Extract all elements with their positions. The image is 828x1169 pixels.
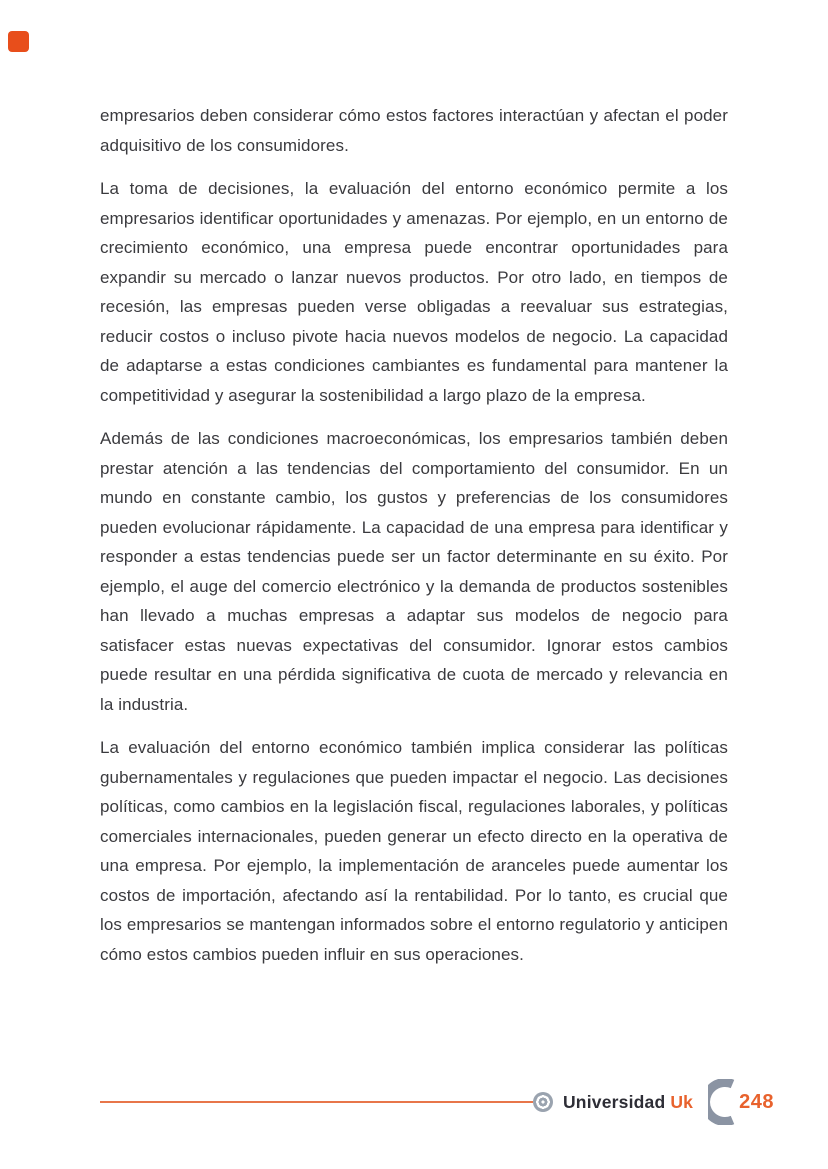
- brand-logo: [563, 1092, 693, 1113]
- crescent-icon: [708, 1079, 735, 1125]
- brand-name: Universidad: [562, 1091, 666, 1112]
- page-content: [100, 101, 728, 969]
- brand-suffix: Uk: [670, 1091, 694, 1112]
- page-number: 248: [739, 1090, 774, 1113]
- target-donut-icon: [533, 1092, 553, 1112]
- paragraph-3: Además de las condiciones macroeconómicas, los empresarios también deben prestar atención a las tendencias del comportamiento del consumidor. En un mundo en constante cambio, los gustos y preferencias de los consumidores pueden evolucionar rápidamente. La capacidad de una empresa para identificar y responder a estas tendencias puede ser un factor determinante en su éxito. Por ejemplo, el auge del comercio electrónico y la demanda de productos sostenibles han llevado a muchas empresas a adaptar sus modelos de negocio para satisfacer estas nuevas expectativas del consumidor. Ignorar estos cambios puede resultar en una pérdida significativa de cuota de mercado y relevancia en la industria.: [100, 429, 728, 714]
- paragraph-1: empresarios deben considerar cómo estos factores interactúan y afectan el poder adquisitivo de los consumidores.: [100, 106, 728, 155]
- paragraph-4: La evaluación del entorno económico también implica considerar las políticas gubernamentales y regulaciones que pueden impactar el negocio. Las decisiones políticas, como cambios en la legislación fiscal, regulaciones laborales, y políticas comerciales internacionales, pueden generar un efecto directo en la operativa de una empresa. Por ejemplo, la implementación de aranceles puede aumentar los costos de importación, afectando así la rentabilidad. Por lo tanto, es crucial que los empresarios se mantengan informados sobre el entorno regulatorio y anticipen cómo estos cambios pueden influir en sus operaciones.: [100, 738, 728, 964]
- paragraph-2: La toma de decisiones, la evaluación del entorno económico permite a los empresarios identificar oportunidades y amenazas. Por ejemplo, en un entorno de crecimiento económico, una empresa puede encontrar oportunidades para expandir su mercado o lanzar nuevos productos. Por otro lado, en tiempos de recesión, las empresas pueden verse obligadas a reevaluar sus estrategias, reducir costos o incluso pivote hacia nuevos modelos de negocio. La capacidad de adaptarse a estas condiciones cambiantes es fundamental para mantener la competitividad y asegurar la sostenibilidad a largo plazo de la empresa.: [100, 179, 728, 405]
- page-footer: [100, 1078, 774, 1126]
- footer-divider-line: [100, 1101, 533, 1103]
- corner-marker-square: [8, 31, 29, 52]
